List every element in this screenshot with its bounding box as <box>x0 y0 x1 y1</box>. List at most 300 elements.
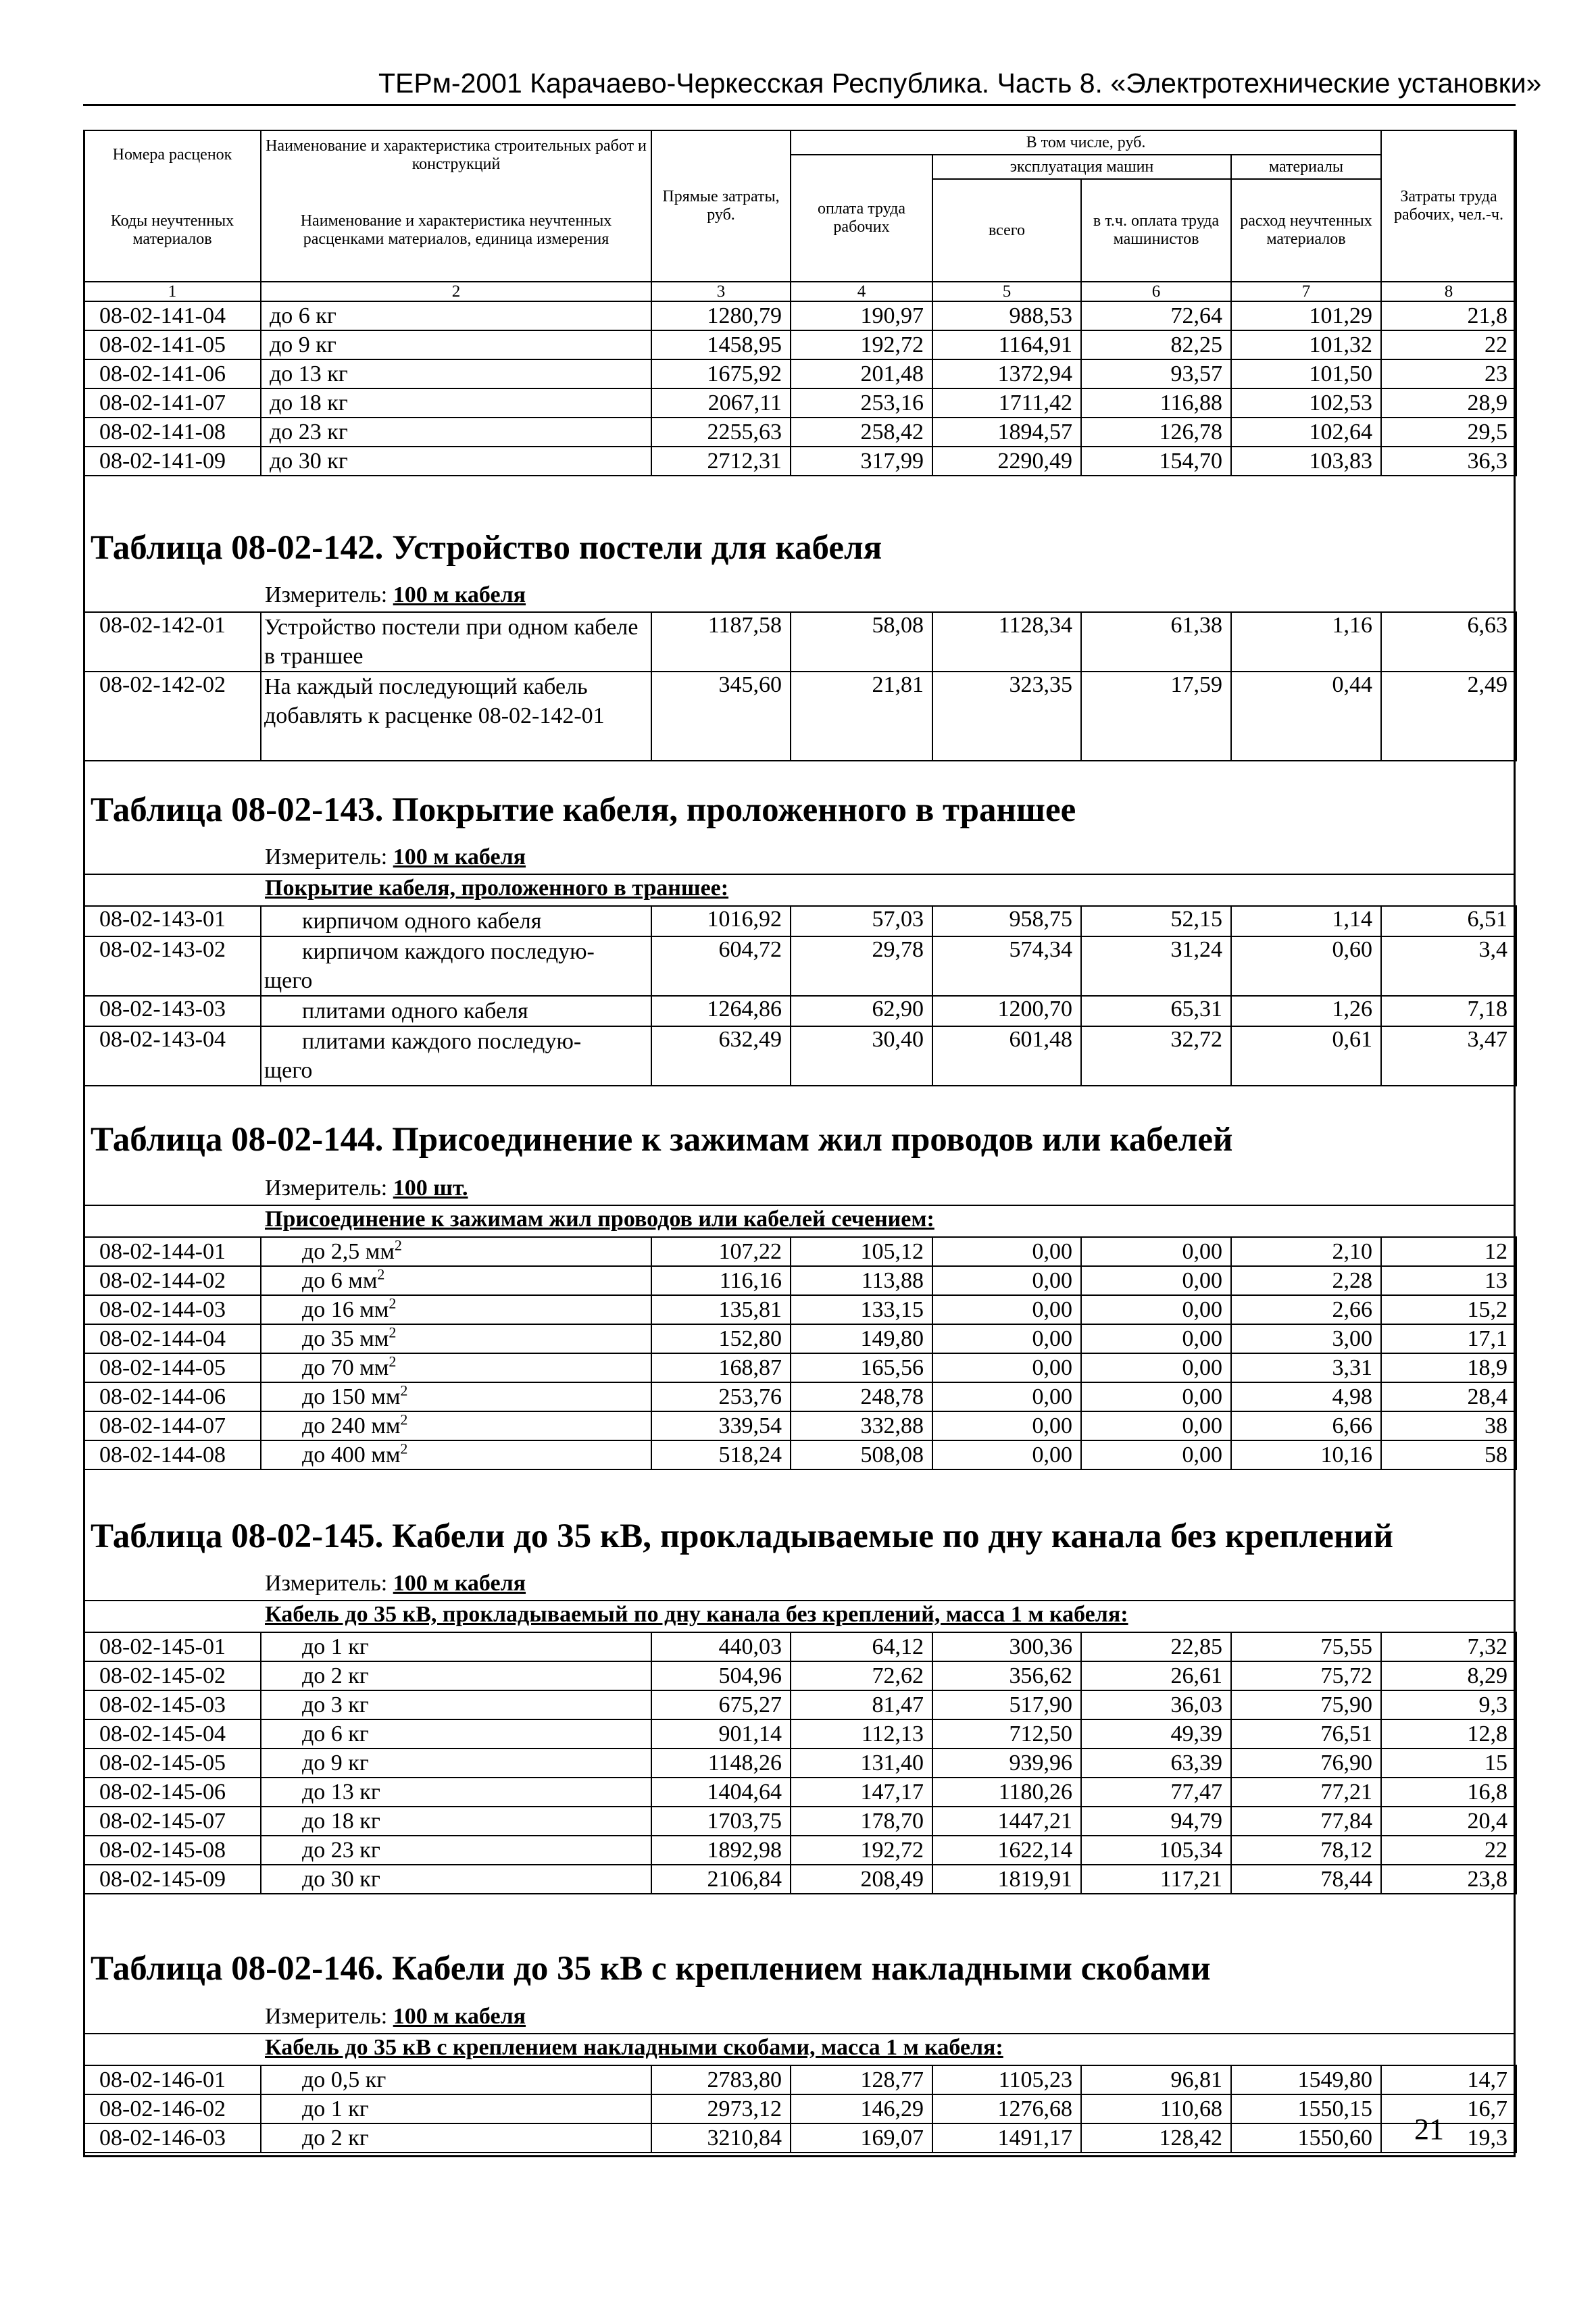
labor-hours: 8,29 <box>1381 1661 1516 1690</box>
materials: 77,84 <box>1231 1807 1381 1836</box>
rate-code: 08-02-145-06 <box>84 1778 261 1807</box>
materials: 3,00 <box>1231 1324 1381 1353</box>
rate-code: 08-02-144-06 <box>84 1382 261 1411</box>
operator-pay: 105,34 <box>1081 1836 1231 1865</box>
labor-pay: 253,16 <box>791 388 932 418</box>
operator-pay: 110,68 <box>1081 2094 1231 2123</box>
subtitle-146: Кабель до 35 кВ с креплением накладными скобами, масса 1 м кабеля: <box>265 2035 1003 2060</box>
table-row <box>84 1237 1516 1266</box>
machines-total: 1372,94 <box>932 359 1081 388</box>
operator-pay: 82,25 <box>1081 330 1231 359</box>
work-name: до 1 кг <box>261 2094 651 2123</box>
rate-code: 08-02-144-02 <box>84 1266 261 1295</box>
work-name: до 13 кг <box>261 1778 651 1807</box>
machines-total: 1491,17 <box>932 2123 1081 2153</box>
table-row <box>84 1632 1516 1661</box>
direct-costs: 3210,84 <box>651 2123 791 2153</box>
superscript: 2 <box>389 1353 397 1370</box>
table-row <box>84 330 1516 359</box>
direct-costs: 675,27 <box>651 1690 791 1719</box>
labor-hours: 18,9 <box>1381 1353 1516 1382</box>
labor-hours: 22 <box>1381 330 1516 359</box>
table-row <box>84 1836 1516 1865</box>
col-header-machines-total: всего <box>932 179 1081 282</box>
work-name <box>261 1266 651 1295</box>
materials: 1550,15 <box>1231 2094 1381 2123</box>
labor-hours: 15,2 <box>1381 1295 1516 1324</box>
rate-code: 08-02-146-01 <box>84 2065 261 2094</box>
unit-142: Измеритель: 100 м кабеля <box>265 582 526 607</box>
operator-pay: 32,72 <box>1081 1026 1231 1086</box>
table-row <box>84 612 1516 672</box>
operator-pay: 49,39 <box>1081 1719 1231 1749</box>
rate-code: 08-02-144-05 <box>84 1353 261 1382</box>
operator-pay: 0,00 <box>1081 1324 1231 1353</box>
col-num-7: 7 <box>1231 282 1381 301</box>
rate-code: 08-02-146-03 <box>84 2123 261 2153</box>
work-name-text: до 400 мм <box>302 1442 401 1467</box>
work-name <box>261 1295 651 1324</box>
materials: 76,90 <box>1231 1749 1381 1778</box>
page-number: 21 <box>1414 2113 1444 2146</box>
labor-pay: 57,03 <box>791 906 932 936</box>
direct-costs: 339,54 <box>651 1411 791 1440</box>
unit-145: Измеритель: 100 м кабеля <box>265 1571 526 1596</box>
labor-pay: 147,17 <box>791 1778 932 1807</box>
rate-code: 08-02-145-08 <box>84 1836 261 1865</box>
work-name: до 2 кг <box>261 2123 651 2153</box>
machines-total: 0,00 <box>932 1324 1081 1353</box>
direct-costs: 1703,75 <box>651 1807 791 1836</box>
table-row <box>84 447 1516 476</box>
superscript: 2 <box>377 1266 385 1283</box>
direct-costs: 253,76 <box>651 1382 791 1411</box>
table-title-145: Таблица 08-02-145. Кабели до 35 кВ, прокладываемые по дну канала без креплений <box>91 1517 1394 1555</box>
labor-pay: 192,72 <box>791 1836 932 1865</box>
machines-total: 1128,34 <box>932 612 1081 672</box>
col-header-direct-costs: Прямые затраты, руб. <box>651 130 791 282</box>
labor-pay: 192,72 <box>791 330 932 359</box>
labor-hours: 21,8 <box>1381 301 1516 330</box>
labor-pay: 113,88 <box>791 1266 932 1295</box>
labor-pay: 131,40 <box>791 1749 932 1778</box>
machines-total: 1180,26 <box>932 1778 1081 1807</box>
labor-pay: 169,07 <box>791 2123 932 2153</box>
labor-pay: 81,47 <box>791 1690 932 1719</box>
operator-pay: 117,21 <box>1081 1865 1231 1894</box>
labor-hours: 6,51 <box>1381 906 1516 936</box>
rates-table-141 <box>83 130 1517 476</box>
unit-rule <box>83 1205 1516 1206</box>
direct-costs: 2255,63 <box>651 418 791 447</box>
direct-costs: 345,60 <box>651 672 791 761</box>
labor-hours: 22 <box>1381 1836 1516 1865</box>
labor-hours: 36,3 <box>1381 447 1516 476</box>
materials: 0,60 <box>1231 936 1381 996</box>
materials: 78,12 <box>1231 1836 1381 1865</box>
machines-total: 988,53 <box>932 301 1081 330</box>
table-row <box>84 906 1516 936</box>
work-name: до 3 кг <box>261 1690 651 1719</box>
table-row <box>84 1690 1516 1719</box>
rate-code: 08-02-144-08 <box>84 1440 261 1469</box>
operator-pay: 116,88 <box>1081 388 1231 418</box>
col-header-material-names: Наименование и характеристика неучтенных расценками материалов, единица измерения <box>261 179 651 282</box>
machines-total: 1164,91 <box>932 330 1081 359</box>
machines-total: 517,90 <box>932 1690 1081 1719</box>
col-num-8: 8 <box>1381 282 1516 301</box>
materials: 3,31 <box>1231 1353 1381 1382</box>
work-name: кирпичом одного кабеля <box>261 906 651 936</box>
work-name: до 13 кг <box>261 359 651 388</box>
work-name: На каждый последующий кабель добавлять к расценке 08-02-142-01 <box>261 672 651 761</box>
labor-hours: 13 <box>1381 1266 1516 1295</box>
superscript: 2 <box>389 1295 397 1312</box>
materials: 102,53 <box>1231 388 1381 418</box>
rate-code: 08-02-143-02 <box>84 936 261 996</box>
machines-total: 601,48 <box>932 1026 1081 1086</box>
rates-table-146 <box>83 2065 1517 2153</box>
direct-costs: 2712,31 <box>651 447 791 476</box>
operator-pay: 128,42 <box>1081 2123 1231 2153</box>
superscript: 2 <box>400 1411 408 1428</box>
machines-total: 1447,21 <box>932 1807 1081 1836</box>
table-row <box>84 1353 1516 1382</box>
table-row <box>84 1719 1516 1749</box>
labor-pay: 165,56 <box>791 1353 932 1382</box>
work-name-text: до 2,5 мм <box>302 1238 395 1264</box>
labor-hours: 7,18 <box>1381 996 1516 1026</box>
operator-pay: 0,00 <box>1081 1440 1231 1469</box>
rate-code: 08-02-141-04 <box>84 301 261 330</box>
direct-costs: 632,49 <box>651 1026 791 1086</box>
work-name <box>261 1440 651 1469</box>
table-row <box>84 996 1516 1026</box>
materials: 1550,60 <box>1231 2123 1381 2153</box>
operator-pay: 154,70 <box>1081 447 1231 476</box>
col-num-3: 3 <box>651 282 791 301</box>
operator-pay: 93,57 <box>1081 359 1231 388</box>
direct-costs: 1280,79 <box>651 301 791 330</box>
col-header-including: В том числе, руб. <box>791 130 1381 155</box>
table-row <box>84 1749 1516 1778</box>
operator-pay: 0,00 <box>1081 1382 1231 1411</box>
machines-total: 958,75 <box>932 906 1081 936</box>
direct-costs: 1404,64 <box>651 1778 791 1807</box>
labor-hours: 3,4 <box>1381 936 1516 996</box>
labor-hours: 58 <box>1381 1440 1516 1469</box>
machines-total: 1711,42 <box>932 388 1081 418</box>
direct-costs: 168,87 <box>651 1353 791 1382</box>
work-name: до 6 кг <box>261 1719 651 1749</box>
labor-pay: 29,78 <box>791 936 932 996</box>
operator-pay: 96,81 <box>1081 2065 1231 2094</box>
rate-code: 08-02-142-01 <box>84 612 261 672</box>
rate-code: 08-02-141-06 <box>84 359 261 388</box>
machines-total: 1819,91 <box>932 1865 1081 1894</box>
operator-pay: 126,78 <box>1081 418 1231 447</box>
rates-table-142 <box>83 611 1517 761</box>
table-row <box>84 388 1516 418</box>
work-name: до 9 кг <box>261 1749 651 1778</box>
materials: 78,44 <box>1231 1865 1381 1894</box>
rates-table-145 <box>83 1632 1517 1894</box>
col-num-6: 6 <box>1081 282 1231 301</box>
labor-pay: 112,13 <box>791 1719 932 1749</box>
rate-code: 08-02-141-07 <box>84 388 261 418</box>
subtitle-145: Кабель до 35 кВ, прокладываемый по дну канала без креплений, масса 1 м кабеля: <box>265 1602 1128 1627</box>
work-name: до 18 кг <box>261 1807 651 1836</box>
col-num-2: 2 <box>261 282 651 301</box>
machines-total: 0,00 <box>932 1353 1081 1382</box>
labor-pay: 58,08 <box>791 612 932 672</box>
materials: 1,26 <box>1231 996 1381 1026</box>
direct-costs: 2783,80 <box>651 2065 791 2094</box>
work-name: до 30 кг <box>261 447 651 476</box>
operator-pay: 22,85 <box>1081 1632 1231 1661</box>
col-header-rate-numbers: Номера расценок <box>84 130 261 179</box>
rate-code: 08-02-141-08 <box>84 418 261 447</box>
materials: 0,44 <box>1231 672 1381 761</box>
direct-costs: 518,24 <box>651 1440 791 1469</box>
unit-rule <box>83 874 1516 875</box>
table-row <box>84 1324 1516 1353</box>
superscript: 2 <box>394 1237 402 1254</box>
machines-total: 1105,23 <box>932 2065 1081 2094</box>
operator-pay: 61,38 <box>1081 612 1231 672</box>
direct-costs: 2106,84 <box>651 1865 791 1894</box>
unit-rule <box>83 2033 1516 2034</box>
table-row <box>84 418 1516 447</box>
table-row <box>84 1382 1516 1411</box>
materials: 76,51 <box>1231 1719 1381 1749</box>
table-row <box>84 1440 1516 1469</box>
work-name: до 9 кг <box>261 330 651 359</box>
materials: 1549,80 <box>1231 2065 1381 2094</box>
direct-costs: 152,80 <box>651 1324 791 1353</box>
labor-hours: 20,4 <box>1381 1807 1516 1836</box>
direct-costs: 440,03 <box>651 1632 791 1661</box>
labor-hours: 2,49 <box>1381 672 1516 761</box>
operator-pay: 36,03 <box>1081 1690 1231 1719</box>
materials: 77,21 <box>1231 1778 1381 1807</box>
machines-total: 0,00 <box>932 1237 1081 1266</box>
labor-hours: 19,3 <box>1381 2123 1516 2153</box>
direct-costs: 901,14 <box>651 1719 791 1749</box>
operator-pay: 0,00 <box>1081 1237 1231 1266</box>
work-name-text: до 70 мм <box>302 1355 389 1380</box>
machines-total: 712,50 <box>932 1719 1081 1749</box>
work-name: до 1 кг <box>261 1632 651 1661</box>
materials: 75,55 <box>1231 1632 1381 1661</box>
rate-code: 08-02-145-07 <box>84 1807 261 1836</box>
labor-pay: 317,99 <box>791 447 932 476</box>
rate-code: 08-02-145-01 <box>84 1632 261 1661</box>
labor-pay: 508,08 <box>791 1440 932 1469</box>
col-num-1: 1 <box>84 282 261 301</box>
operator-pay: 63,39 <box>1081 1749 1231 1778</box>
labor-pay: 64,12 <box>791 1632 932 1661</box>
table-row <box>84 1778 1516 1807</box>
labor-pay: 149,80 <box>791 1324 932 1353</box>
superscript: 2 <box>400 1440 408 1457</box>
machines-total: 0,00 <box>932 1295 1081 1324</box>
operator-pay: 52,15 <box>1081 906 1231 936</box>
labor-hours: 12,8 <box>1381 1719 1516 1749</box>
operator-pay: 72,64 <box>1081 301 1231 330</box>
direct-costs: 504,96 <box>651 1661 791 1690</box>
direct-costs: 1187,58 <box>651 612 791 672</box>
table-row <box>84 936 1516 996</box>
table-row <box>84 1411 1516 1440</box>
subtitle-143: Покрытие кабеля, проложенного в траншее: <box>265 876 729 901</box>
table-title-143: Таблица 08-02-143. Покрытие кабеля, проложенного в траншее <box>91 791 1076 829</box>
work-name-text: до 35 мм <box>302 1326 389 1351</box>
labor-hours: 23 <box>1381 359 1516 388</box>
machines-total: 1894,57 <box>932 418 1081 447</box>
operator-pay: 17,59 <box>1081 672 1231 761</box>
labor-pay: 105,12 <box>791 1237 932 1266</box>
machines-total: 356,62 <box>932 1661 1081 1690</box>
operator-pay: 0,00 <box>1081 1353 1231 1382</box>
materials: 1,16 <box>1231 612 1381 672</box>
machines-total: 1276,68 <box>932 2094 1081 2123</box>
direct-costs: 135,81 <box>651 1295 791 1324</box>
labor-hours: 9,3 <box>1381 1690 1516 1719</box>
work-name: до 23 кг <box>261 1836 651 1865</box>
work-name: до 0,5 кг <box>261 2065 651 2094</box>
table-row <box>84 301 1516 330</box>
work-name: до 18 кг <box>261 388 651 418</box>
table-row <box>84 1807 1516 1836</box>
labor-hours: 17,1 <box>1381 1324 1516 1353</box>
work-name-line1: плитами каждого последую- <box>302 1029 582 1054</box>
labor-hours: 23,8 <box>1381 1865 1516 1894</box>
col-header-work-name: Наименование и характеристика строительных работ и конструкций <box>261 130 651 179</box>
rates-table-143 <box>83 905 1517 1086</box>
work-name: до 30 кг <box>261 1865 651 1894</box>
labor-hours: 38 <box>1381 1411 1516 1440</box>
labor-pay: 72,62 <box>791 1661 932 1690</box>
labor-pay: 146,29 <box>791 2094 932 2123</box>
work-name: Устройство постели при одном кабеле в траншее <box>261 612 651 672</box>
table-title-142: Таблица 08-02-142. Устройство постели для кабеля <box>91 529 882 567</box>
work-name-text: до 240 мм <box>302 1413 401 1438</box>
col-header-operator-pay: в т.ч. оплата труда машинистов <box>1081 179 1231 282</box>
table-row <box>84 2065 1516 2094</box>
table-row <box>84 1661 1516 1690</box>
labor-pay: 208,49 <box>791 1865 932 1894</box>
table-row <box>84 1026 1516 1086</box>
materials: 103,83 <box>1231 447 1381 476</box>
work-name-line1: кирпичом каждого последую- <box>302 939 595 964</box>
unit-144: Измеритель: 100 шт. <box>265 1176 468 1201</box>
machines-total: 1200,70 <box>932 996 1081 1026</box>
labor-hours: 3,47 <box>1381 1026 1516 1086</box>
materials: 6,66 <box>1231 1411 1381 1440</box>
table-row <box>84 2123 1516 2153</box>
labor-pay: 133,15 <box>791 1295 932 1324</box>
work-name: до 23 кг <box>261 418 651 447</box>
rate-code: 08-02-143-04 <box>84 1026 261 1086</box>
direct-costs: 116,16 <box>651 1266 791 1295</box>
rate-code: 08-02-145-04 <box>84 1719 261 1749</box>
operator-pay: 0,00 <box>1081 1266 1231 1295</box>
materials: 102,64 <box>1231 418 1381 447</box>
labor-hours: 16,8 <box>1381 1778 1516 1807</box>
direct-costs: 1264,86 <box>651 996 791 1026</box>
machines-total: 0,00 <box>932 1411 1081 1440</box>
direct-costs: 1458,95 <box>651 330 791 359</box>
work-name-text: до 16 мм <box>302 1297 389 1322</box>
labor-hours: 14,7 <box>1381 2065 1516 2094</box>
operator-pay: 31,24 <box>1081 936 1231 996</box>
col-header-machines: эксплуатация машин <box>932 155 1231 179</box>
labor-pay: 258,42 <box>791 418 932 447</box>
col-header-material-consumption: расход неучтенных материалов <box>1231 179 1381 282</box>
materials: 75,72 <box>1231 1661 1381 1690</box>
labor-pay: 128,77 <box>791 2065 932 2094</box>
machines-total: 2290,49 <box>932 447 1081 476</box>
labor-hours: 16,7 <box>1381 2094 1516 2123</box>
labor-hours: 7,32 <box>1381 1632 1516 1661</box>
work-name-text: до 150 мм <box>302 1384 401 1409</box>
table-row <box>84 672 1516 761</box>
unit-rule <box>83 1600 1516 1601</box>
labor-pay: 248,78 <box>791 1382 932 1411</box>
rate-code: 08-02-143-01 <box>84 906 261 936</box>
work-name-line2: щего <box>264 1058 313 1083</box>
direct-costs: 107,22 <box>651 1237 791 1266</box>
rate-code: 08-02-143-03 <box>84 996 261 1026</box>
rate-code: 08-02-146-02 <box>84 2094 261 2123</box>
rate-code: 08-02-144-03 <box>84 1295 261 1324</box>
operator-pay: 94,79 <box>1081 1807 1231 1836</box>
machines-total: 0,00 <box>932 1440 1081 1469</box>
machines-total: 939,96 <box>932 1749 1081 1778</box>
header-rule <box>83 104 1516 106</box>
rate-code: 08-02-145-02 <box>84 1661 261 1690</box>
labor-hours: 6,63 <box>1381 612 1516 672</box>
machines-total: 323,35 <box>932 672 1081 761</box>
page-header: ТЕРм-2001 Карачаево-Черкесская Республика. Часть 8. «Электротехнические установки» <box>378 68 1542 99</box>
materials: 2,10 <box>1231 1237 1381 1266</box>
materials: 10,16 <box>1231 1440 1381 1469</box>
work-name <box>261 1237 651 1266</box>
rate-code: 08-02-141-09 <box>84 447 261 476</box>
rate-code: 08-02-141-05 <box>84 330 261 359</box>
work-name <box>261 1411 651 1440</box>
subtitle-144: Присоединение к зажимам жил проводов или кабелей сечением: <box>265 1207 934 1232</box>
rate-code: 08-02-142-02 <box>84 672 261 761</box>
rate-code: 08-02-144-01 <box>84 1237 261 1266</box>
col-header-materials: материалы <box>1231 155 1381 179</box>
table-row <box>84 1295 1516 1324</box>
labor-pay: 190,97 <box>791 301 932 330</box>
work-name-text: до 6 мм <box>302 1267 378 1293</box>
work-name <box>261 936 651 996</box>
materials: 2,66 <box>1231 1295 1381 1324</box>
labor-hours: 12 <box>1381 1237 1516 1266</box>
superscript: 2 <box>389 1324 397 1341</box>
work-name: до 2 кг <box>261 1661 651 1690</box>
labor-pay: 201,48 <box>791 359 932 388</box>
materials: 101,50 <box>1231 359 1381 388</box>
labor-pay: 178,70 <box>791 1807 932 1836</box>
work-name <box>261 1026 651 1086</box>
materials: 101,32 <box>1231 330 1381 359</box>
work-name <box>261 1324 651 1353</box>
